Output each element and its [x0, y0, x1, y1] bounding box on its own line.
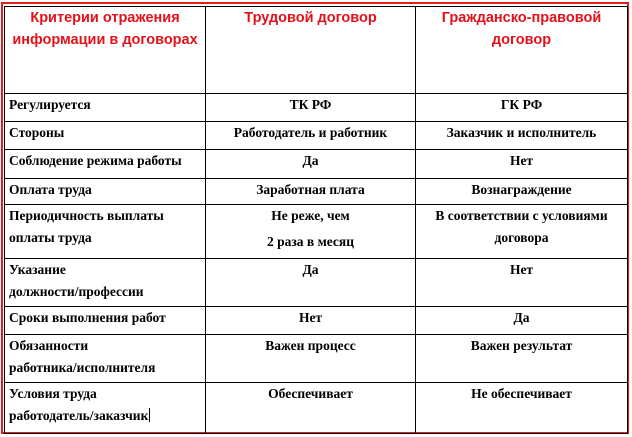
- labor-cell: [206, 122, 416, 150]
- criterion-cell: [5, 122, 206, 150]
- civil-text: договора: [494, 230, 549, 245]
- criterion-cell: [5, 259, 206, 307]
- criterion-cell: [5, 179, 206, 205]
- civil-cell: [416, 150, 628, 179]
- criterion-text: должности/профессии: [9, 284, 144, 299]
- labor-text: Заработная плата: [256, 182, 365, 197]
- civil-text: Нет: [509, 262, 534, 277]
- labor-cell: [206, 150, 416, 179]
- criterion-text: Указание: [9, 262, 66, 277]
- criterion-cell: [5, 94, 206, 122]
- labor-text: Да: [302, 262, 319, 277]
- criterion-text: Соблюдение режима работы: [9, 153, 182, 168]
- table-row: [5, 179, 628, 205]
- criterion-text: работника/исполнителя: [9, 360, 156, 375]
- civil-text: Не обеспечивает: [471, 386, 572, 401]
- civil-text: Вознаграждение: [471, 182, 572, 197]
- civil-text: Важен результат: [470, 338, 573, 353]
- civil-cell: [416, 259, 628, 307]
- labor-cell: [206, 259, 416, 307]
- labor-text: Не реже, чем: [271, 208, 350, 223]
- labor-cell: [206, 205, 416, 259]
- civil-cell: [416, 179, 628, 205]
- table-row: [5, 205, 628, 259]
- table-header-row: [5, 7, 628, 94]
- labor-text: Обеспечивает: [268, 386, 353, 401]
- criterion-text[interactable]: работодатель/заказчик: [9, 405, 150, 427]
- civil-text: Заказчик и исполнитель: [446, 125, 597, 140]
- criterion-text: Обязанности: [9, 338, 89, 353]
- civil-cell: [416, 335, 628, 383]
- labor-text: ТК РФ: [289, 97, 332, 112]
- labor-cell: [206, 94, 416, 122]
- header-labor-contract: Трудовой договор: [206, 7, 416, 94]
- criterion-text: Регулируется: [9, 97, 91, 112]
- civil-cell: [416, 122, 628, 150]
- criterion-text: Сроки выполнения работ: [9, 310, 166, 325]
- table-row: [5, 335, 628, 383]
- table-row: [5, 122, 628, 150]
- table-row: [5, 383, 628, 434]
- labor-cell: [206, 307, 416, 335]
- criterion-cell: [5, 205, 206, 259]
- labor-cell: [206, 383, 416, 434]
- civil-text: В соответствии с условиями: [435, 208, 608, 223]
- civil-text: Нет: [509, 153, 534, 168]
- criterion-cell: [5, 307, 206, 335]
- labor-cell: [206, 335, 416, 383]
- criterion-cell: [5, 150, 206, 179]
- labor-text: Работодатель и работник: [233, 125, 388, 140]
- table-row: [5, 259, 628, 307]
- criterion-text: Оплата труда: [9, 182, 92, 197]
- criterion-text: Стороны: [9, 125, 65, 140]
- labor-text: Важен процесс: [265, 338, 356, 353]
- labor-cell: [206, 179, 416, 205]
- table-row: [5, 94, 628, 122]
- header-civil-contract: Гражданско-правовой договор: [416, 7, 628, 94]
- criterion-text: оплаты труда: [9, 230, 92, 245]
- criterion-text: Периодичность выплаты: [9, 208, 164, 223]
- labor-text: Да: [302, 153, 319, 168]
- civil-cell: [416, 383, 628, 434]
- header-criteria: Критерии отражения информации в договорах: [5, 7, 206, 94]
- labor-text: Нет: [298, 310, 323, 325]
- criterion-cell: [5, 335, 206, 383]
- civil-text: Да: [513, 310, 530, 325]
- civil-text: ГК РФ: [500, 97, 543, 112]
- civil-cell: [416, 205, 628, 259]
- civil-cell: [416, 307, 628, 335]
- civil-cell: [416, 94, 628, 122]
- labor-text: 2 раза в месяц: [266, 234, 355, 249]
- criterion-text: Условия труда: [9, 386, 97, 401]
- comparison-table: [4, 6, 628, 434]
- table-row: [5, 307, 628, 335]
- table-row: [5, 150, 628, 179]
- criterion-cell: [5, 383, 206, 434]
